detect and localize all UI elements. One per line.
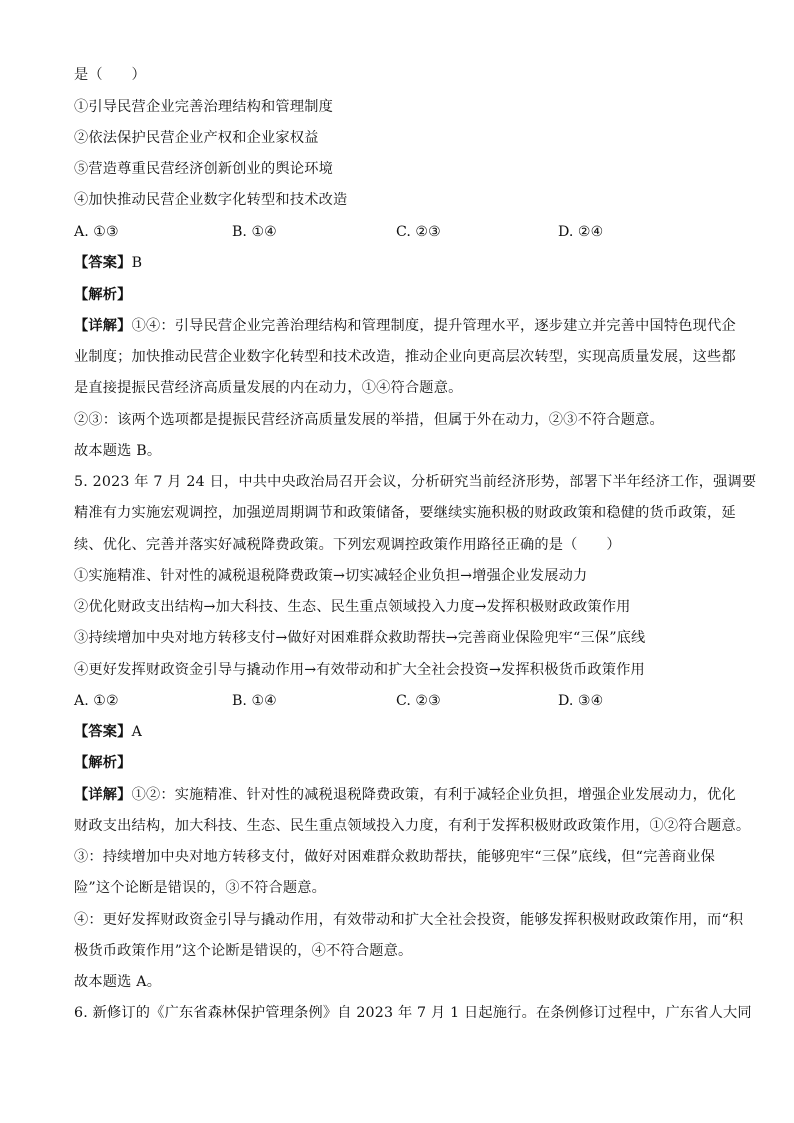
q5-item-3: ③持续增加中央对地方转移支付→做好对困难群众救助帮扶→完善商业保险兜牢“三保”底线 xyxy=(74,630,646,646)
q4-conclusion: 故本题选 B。 xyxy=(74,443,162,459)
q5-detail-line-1 xyxy=(74,786,736,804)
q4-analysis-label: 【解析】 xyxy=(74,287,132,303)
detail-label: 【详解】 xyxy=(74,318,132,334)
answer-label: 【答案】 xyxy=(74,724,132,740)
q5-option-b: B. ①④ xyxy=(232,693,277,709)
q4-detail-line-2: 业制度；加快推动民营企业数字化转型和技术改造，推动企业向更高层次转型，实现高质量发展，这些都 xyxy=(74,349,736,365)
q5-detail-line-3: ③：持续增加中央对地方转移支付，做好对困难群众救助帮扶，能够兜牢“三保”底线，但“完善商业保 xyxy=(74,849,716,865)
q4-detail-line-3: 是直接提振民营经济高质量发展的内在动力，①④符合题意。 xyxy=(74,380,463,396)
q5-stem-line-3: 续、优化、完善并落实好减税降费政策。下列宏观调控政策作用路径正确的是（ ） xyxy=(74,537,621,553)
q4-item-3: ⑤营造尊重民营经济创新创业的舆论环境 xyxy=(74,161,333,177)
q4-option-c: C. ②③ xyxy=(396,224,441,240)
answer-label: 【答案】 xyxy=(74,255,132,271)
q5-stem-line-1: 5. 2023 年 7 月 24 日，中共中央政治局召开会议，分析研究当前经济形势，部署下半年经济工作，强调要 xyxy=(74,474,757,490)
q5-item-4: ④更好发挥财政资金引导与撬动作用→有效带动和扩大全社会投资→发挥积极货币政策作用 xyxy=(74,662,645,678)
q4-option-a: A. ①③ xyxy=(74,224,119,240)
answer-value: A xyxy=(131,724,143,740)
q6-stem-line-1: 6. 新修订的《广东省森林保护管理条例》自 2023 年 7 月 1 日起施行。在条例修订过程中，广东省人大同 xyxy=(74,1005,752,1021)
q5-stem-line-2: 精准有力实施宏观调控，加强逆周期调节和政策储备，要继续实施积极的财政政策和稳健的货币政策，延 xyxy=(74,505,736,521)
q5-conclusion: 故本题选 A。 xyxy=(74,974,162,990)
detail-text: ①④：引导民营企业完善治理结构和管理制度，提升管理水平，逐步建立并完善中国特色现代企 xyxy=(131,318,736,334)
q5-item-2: ②优化财政支出结构→加大科技、生态、民生重点领域投入力度→发挥积极财政政策作用 xyxy=(74,599,631,615)
q4-item-4: ④加快推动民营企业数字化转型和技术改造 xyxy=(74,192,348,208)
q5-analysis-label: 【解析】 xyxy=(74,755,132,771)
q4-answer xyxy=(74,254,142,272)
q5-option-c: C. ②③ xyxy=(396,693,441,709)
q5-option-a: A. ①② xyxy=(74,693,119,709)
q5-detail-line-2: 财政支出结构，加大科技、生态、民生重点领域投入力度，有利于发挥积极财政政策作用，①②符合题意。 xyxy=(74,818,751,834)
q4-item-2: ②依法保护民营企业产权和企业家权益 xyxy=(74,130,319,146)
q4-detail-line-1 xyxy=(74,317,736,335)
q4-stem-tail: 是（ ） xyxy=(74,67,146,83)
q5-answer xyxy=(74,723,142,741)
q5-detail-line-6: 极货币政策作用”这个论断是错误的，④不符合题意。 xyxy=(74,943,413,959)
detail-text: ①②：实施精准、针对性的减税退税降费政策，有利于减轻企业负担，增强企业发展动力，优化 xyxy=(131,787,736,803)
q4-option-d: D. ②④ xyxy=(558,224,604,240)
q5-detail-line-4: 险”这个论断是错误的，③不符合题意。 xyxy=(74,880,327,896)
q4-option-b: B. ①④ xyxy=(232,224,277,240)
q5-item-1: ①实施精准、针对性的减税退税降费政策→切实减轻企业负担→增强企业发展动力 xyxy=(74,568,588,584)
detail-label: 【详解】 xyxy=(74,787,132,803)
q5-option-d: D. ③④ xyxy=(558,693,604,709)
q4-detail-line-4: ②③：该两个选项都是提振民营经济高质量发展的举措，但属于外在动力，②③不符合题意。 xyxy=(74,412,664,428)
q5-detail-line-5: ④：更好发挥财政资金引导与撬动作用，有效带动和扩大全社会投资，能够发挥积极财政政策作用，而“积 xyxy=(74,912,744,928)
answer-value: B xyxy=(131,255,143,271)
q4-item-1: ①引导民营企业完善治理结构和管理制度 xyxy=(74,99,333,115)
